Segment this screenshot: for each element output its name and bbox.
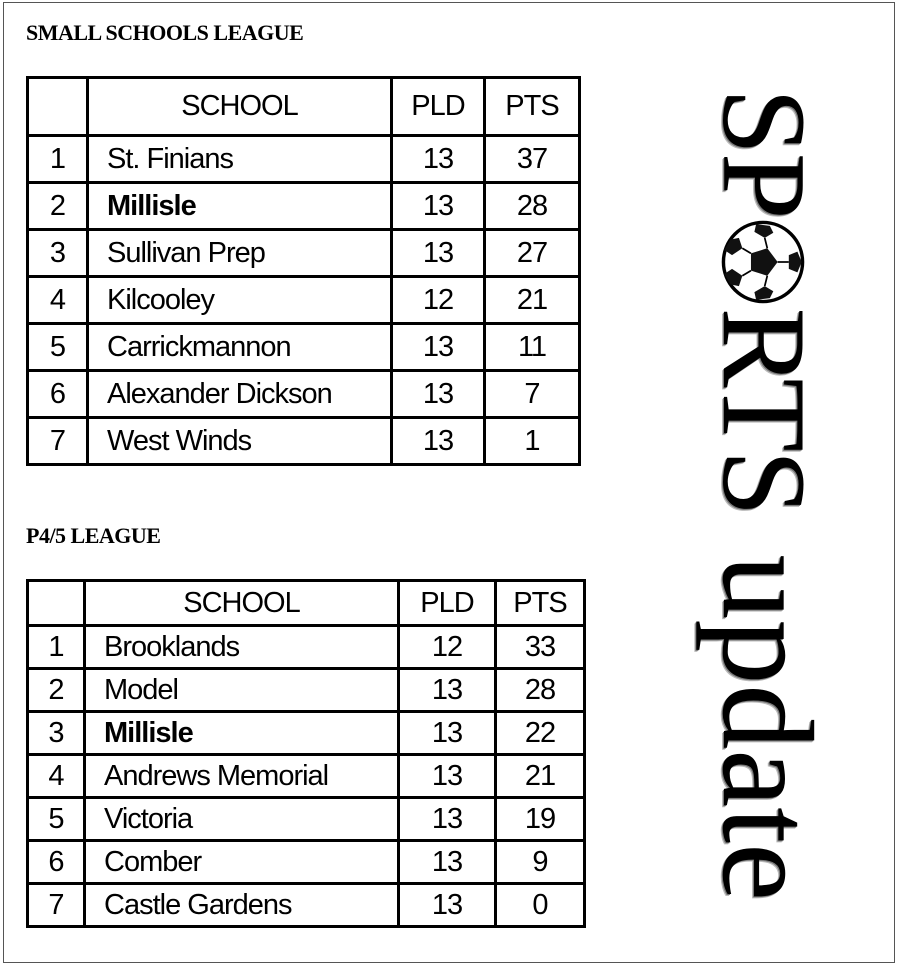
points-cell: 28	[485, 183, 580, 230]
school-cell: Millisle	[85, 712, 399, 755]
header-position	[28, 78, 88, 136]
table-row	[28, 798, 585, 841]
played-cell: 13	[392, 324, 485, 371]
school-cell: Sullivan Prep	[88, 230, 392, 277]
table-row	[28, 841, 585, 884]
table-row	[28, 669, 585, 712]
position-cell: 5	[28, 798, 85, 841]
points-cell: 27	[485, 230, 580, 277]
school-cell: Brooklands	[85, 626, 399, 669]
played-cell: 13	[399, 884, 496, 927]
points-cell: 9	[496, 841, 585, 884]
header-points: PTS	[485, 78, 580, 136]
school-cell: Comber	[85, 841, 399, 884]
played-cell: 13	[392, 418, 485, 465]
played-cell: 13	[399, 755, 496, 798]
table-row	[28, 626, 585, 669]
played-cell: 12	[392, 277, 485, 324]
played-cell: 13	[392, 136, 485, 183]
banner-sports-after: RTS	[698, 307, 831, 515]
position-cell: 7	[28, 418, 88, 465]
points-cell: 28	[496, 669, 585, 712]
played-cell: 13	[399, 669, 496, 712]
banner-text	[695, 88, 839, 901]
school-cell: Alexander Dickson	[88, 371, 392, 418]
table-row	[28, 712, 585, 755]
table-row	[28, 755, 585, 798]
table-row	[28, 324, 580, 371]
table-row	[28, 136, 580, 183]
table-row	[28, 183, 580, 230]
header-school: SCHOOL	[85, 581, 399, 626]
played-cell: 13	[399, 841, 496, 884]
points-cell: 0	[496, 884, 585, 927]
position-cell: 4	[28, 755, 85, 798]
points-cell: 22	[496, 712, 585, 755]
points-cell: 11	[485, 324, 580, 371]
table-row	[28, 277, 580, 324]
school-cell: Castle Gardens	[85, 884, 399, 927]
school-cell: Carrickmannon	[88, 324, 392, 371]
position-cell: 2	[28, 183, 88, 230]
soccer-ball-icon	[720, 219, 806, 305]
table-row	[28, 884, 585, 927]
school-cell: St. Finians	[88, 136, 392, 183]
header-points: PTS	[496, 581, 585, 626]
points-cell: 33	[496, 626, 585, 669]
header-played: PLD	[392, 78, 485, 136]
school-cell: Model	[85, 669, 399, 712]
table-header-row	[28, 78, 580, 136]
position-cell: 3	[28, 230, 88, 277]
banner-update: update	[695, 554, 839, 901]
school-cell: Kilcooley	[88, 277, 392, 324]
table-row	[28, 418, 580, 465]
points-cell: 1	[485, 418, 580, 465]
position-cell: 1	[28, 626, 85, 669]
position-cell: 7	[28, 884, 85, 927]
position-cell: 1	[28, 136, 88, 183]
position-cell: 2	[28, 669, 85, 712]
played-cell: 12	[399, 626, 496, 669]
points-cell: 7	[485, 371, 580, 418]
points-cell: 37	[485, 136, 580, 183]
banner-sports-before: SP	[698, 88, 831, 218]
league-title-p45: P4/5 LEAGUE	[26, 523, 161, 548]
points-cell: 19	[496, 798, 585, 841]
header-played: PLD	[399, 581, 496, 626]
table-row	[28, 230, 580, 277]
played-cell: 13	[399, 712, 496, 755]
played-cell: 13	[392, 183, 485, 230]
position-cell: 5	[28, 324, 88, 371]
played-cell: 13	[392, 230, 485, 277]
school-cell: West Winds	[88, 418, 392, 465]
league-table-small-schools	[26, 76, 581, 466]
points-cell: 21	[485, 277, 580, 324]
played-cell: 13	[399, 798, 496, 841]
position-cell: 6	[28, 841, 85, 884]
sports-update-banner	[690, 70, 850, 900]
table-header-row	[28, 581, 585, 626]
position-cell: 4	[28, 277, 88, 324]
school-cell: Andrews Memorial	[85, 755, 399, 798]
position-cell: 3	[28, 712, 85, 755]
header-position	[28, 581, 85, 626]
league-table-p45	[26, 579, 586, 928]
points-cell: 21	[496, 755, 585, 798]
played-cell: 13	[392, 371, 485, 418]
position-cell: 6	[28, 371, 88, 418]
table-row	[28, 371, 580, 418]
school-cell: Victoria	[85, 798, 399, 841]
league-title-small-schools: SMALL SCHOOLS LEAGUE	[26, 20, 304, 45]
school-cell: Millisle	[88, 183, 392, 230]
header-school: SCHOOL	[88, 78, 392, 136]
